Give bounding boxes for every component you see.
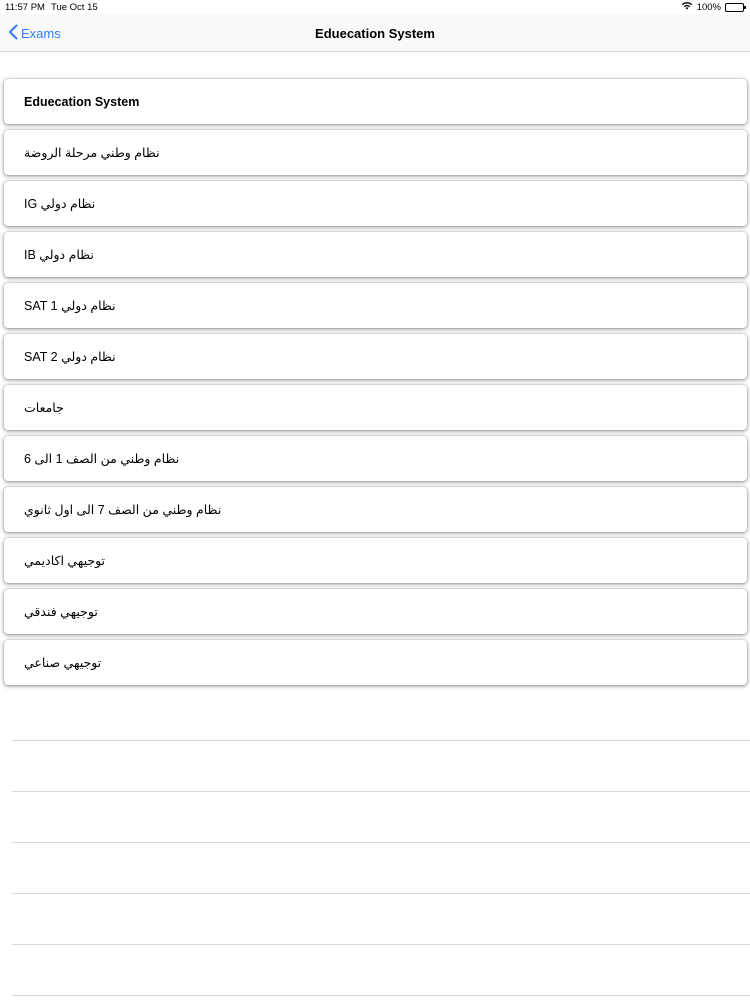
empty-row-separator: [12, 893, 750, 894]
list-item-header[interactable]: [4, 79, 747, 124]
list-item[interactable]: [4, 334, 747, 379]
list-item-label: نظام وطني من الصف 7 الى اول ثانوي: [24, 503, 222, 517]
list-item[interactable]: [4, 181, 747, 226]
back-button-label: Exams: [21, 26, 61, 41]
list-item[interactable]: [4, 130, 747, 175]
list-item-label: توجيهي صناعي: [24, 656, 102, 670]
battery-icon: [725, 3, 744, 12]
empty-row-separator: [12, 995, 750, 996]
list-item[interactable]: [4, 283, 747, 328]
list-item-label: نظام دولي SAT 2: [24, 350, 116, 364]
empty-row-separator: [12, 740, 750, 741]
empty-row-separator: [12, 842, 750, 843]
empty-row-separator: [12, 944, 750, 945]
list-item-label: نظام وطني مرحلة الروضة: [24, 146, 160, 160]
list-item-label: Eduecation System: [24, 94, 140, 109]
list-item[interactable]: [4, 232, 747, 277]
list-item[interactable]: [4, 436, 747, 481]
list-item[interactable]: [4, 385, 747, 430]
status-date: Tue Oct 15: [51, 2, 98, 13]
status-time: 11:57 PM: [5, 2, 45, 13]
list-item[interactable]: [4, 589, 747, 634]
list-item-label: توجيهي اكاديمي: [24, 554, 106, 568]
list-item-label: نظام دولي SAT 1: [24, 299, 116, 313]
list-item-label: جامعات: [24, 401, 64, 415]
list-item[interactable]: [4, 487, 747, 532]
page-title: Eduecation System: [315, 26, 435, 41]
navigation-bar: [0, 14, 750, 52]
list-item-label: نظام دولي IG: [24, 197, 96, 211]
list-item-label: توجيهي فندقي: [24, 605, 98, 619]
status-bar: [0, 0, 750, 14]
list-item-label: نظام دولي IB: [24, 248, 94, 262]
list-item-label: نظام وطني من الصف 1 الى 6: [24, 452, 180, 466]
empty-row-separator: [12, 791, 750, 792]
battery-percent: 100%: [696, 1, 721, 13]
list-item[interactable]: [4, 538, 747, 583]
list-item[interactable]: [4, 640, 747, 685]
wifi-icon: [681, 1, 693, 13]
status-right: [681, 1, 744, 13]
